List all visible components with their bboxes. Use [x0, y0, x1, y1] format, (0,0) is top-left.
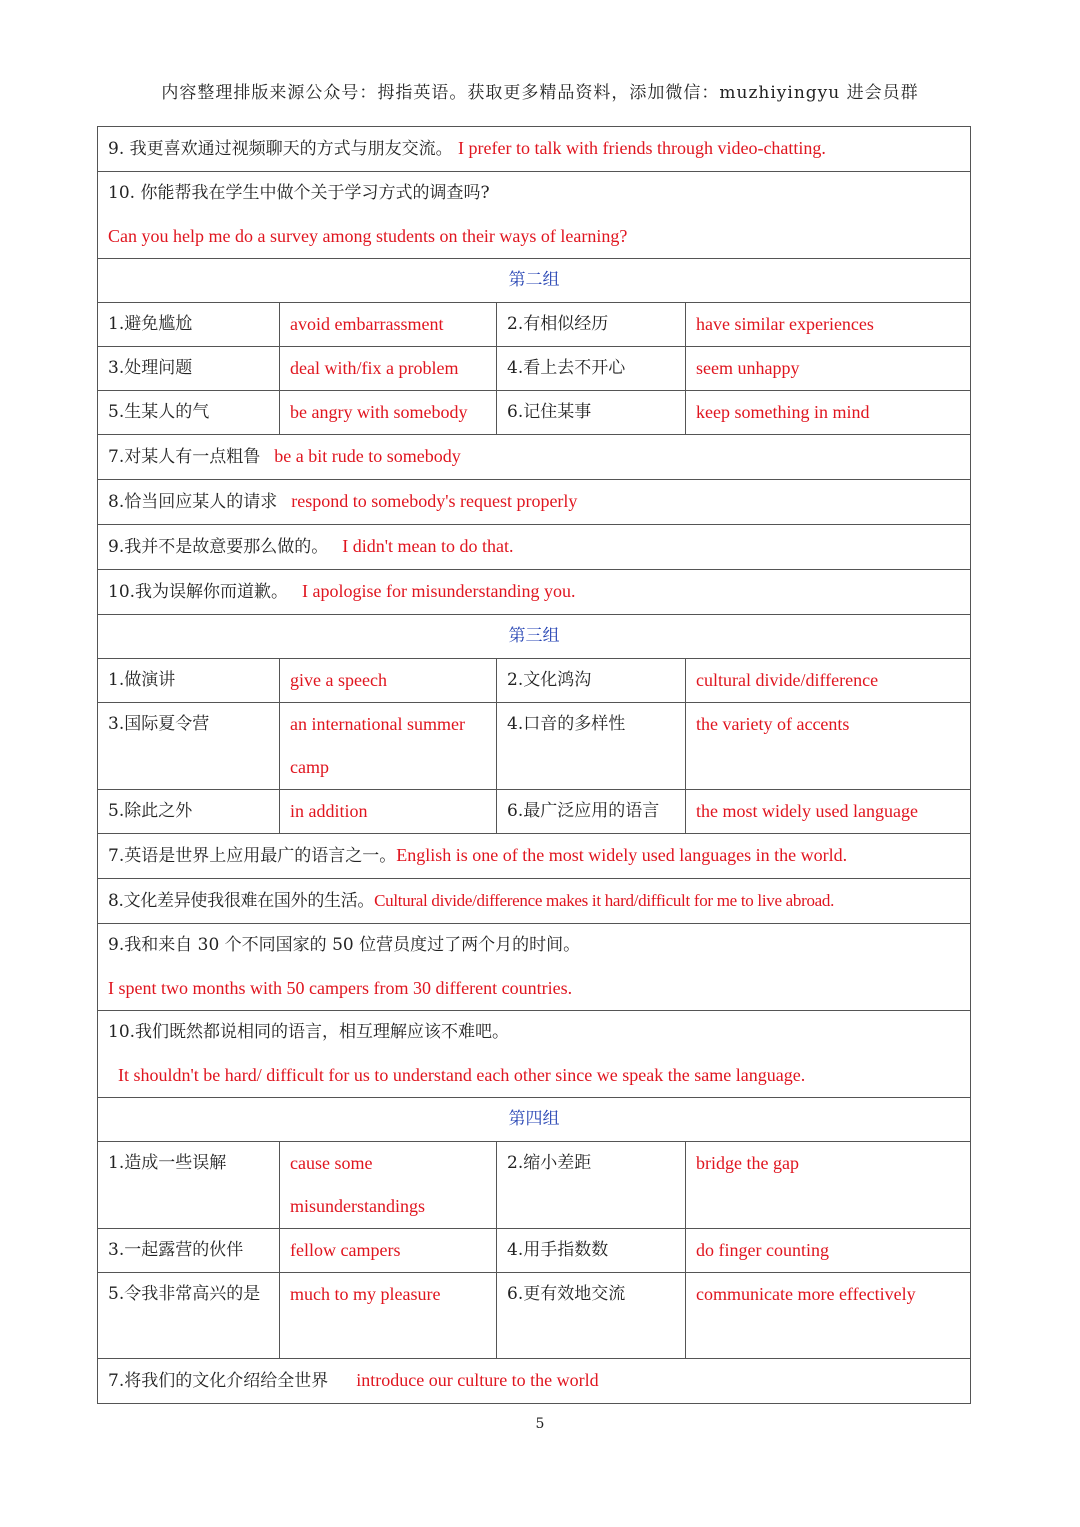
sentence-cell: [98, 172, 971, 259]
sentence-cell: [98, 1359, 971, 1404]
chinese-text: 8.恰当回应某人的请求: [108, 492, 278, 512]
table-row: [98, 790, 971, 834]
chinese-text: 9.我并不是故意要那么做的。: [108, 537, 329, 557]
table-row: [98, 570, 971, 615]
sentence-cell: [98, 525, 971, 570]
chinese-phrase: 4.看上去不开心: [497, 347, 686, 391]
english-phrase: cultural divide/difference: [686, 659, 971, 703]
english-phrase: communicate more effectively: [686, 1273, 971, 1359]
english-phrase: much to my pleasure: [280, 1273, 497, 1359]
table-row: [98, 703, 971, 790]
chinese-phrase: 4.口音的多样性: [497, 703, 686, 790]
english-text: It shouldn't be hard/ difficult for us to understand each other since we speak the same language.: [118, 1065, 806, 1085]
english-phrase: keep something in mind: [686, 391, 971, 435]
chinese-text: 9. 我更喜欢通过视频聊天的方式与朋友交流。: [108, 139, 453, 159]
sentence-cell: [98, 924, 971, 1011]
english-phrase: bridge the gap: [686, 1142, 971, 1229]
table-row: [98, 347, 971, 391]
chinese-phrase: 6.记住某事: [497, 391, 686, 435]
chinese-text: 10. 你能帮我在学生中做个关于学习方式的调查吗?: [108, 183, 490, 203]
table-row: [98, 525, 971, 570]
chinese-phrase: 2.缩小差距: [497, 1142, 686, 1229]
table-row: [98, 1359, 971, 1404]
chinese-text: 8.文化差异使我很难在国外的生活。: [108, 891, 375, 911]
english-phrase: have similar experiences: [686, 303, 971, 347]
chinese-text: 10.我们既然都说相同的语言，相互理解应该不难吧。: [108, 1022, 510, 1042]
table-row: [98, 1273, 971, 1359]
chinese-phrase: 3.国际夏令营: [98, 703, 280, 790]
section-header-row: [98, 1098, 971, 1142]
english-phrase: deal with/fix a problem: [280, 347, 497, 391]
table-row: [98, 924, 971, 1011]
chinese-text: 9.我和来自 30 个不同国家的 50 位营员度过了两个月的时间。: [108, 935, 581, 955]
section-header-row: [98, 615, 971, 659]
table-row: [98, 1011, 971, 1098]
table-row: [98, 480, 971, 525]
chinese-phrase: 4.用手指数数: [497, 1229, 686, 1273]
table-row: [98, 1142, 971, 1229]
english-text: respond to somebody's request properly: [291, 491, 578, 511]
sentence-cell: [98, 1011, 971, 1098]
table-row: [98, 303, 971, 347]
chinese-phrase: 5.生某人的气: [98, 391, 280, 435]
page-number: 5: [535, 1416, 545, 1432]
chinese-phrase: 2.文化鸿沟: [497, 659, 686, 703]
english-phrase: seem unhappy: [686, 347, 971, 391]
chinese-phrase: 1.做演讲: [98, 659, 280, 703]
table-row: [98, 172, 971, 259]
sentence-cell: [98, 480, 971, 525]
section-title: 第四组: [98, 1098, 971, 1142]
chinese-phrase: 2.有相似经历: [497, 303, 686, 347]
table-row: [98, 834, 971, 879]
chinese-phrase: 6.最广泛应用的语言: [497, 790, 686, 834]
table-row: [98, 1229, 971, 1273]
table-row: [98, 879, 971, 924]
chinese-text: 7.将我们的文化介绍给全世界: [108, 1371, 329, 1391]
table-row: [98, 659, 971, 703]
english-text: introduce our culture to the world: [356, 1370, 599, 1390]
english-phrase: be angry with somebody: [280, 391, 497, 435]
english-phrase: fellow campers: [280, 1229, 497, 1273]
english-text: I spent two months with 50 campers from 30 different countries.: [108, 978, 573, 998]
english-text: English is one of the most widely used languages in the world.: [396, 845, 848, 865]
chinese-text: 7.对某人有一点粗鲁: [108, 447, 261, 467]
chinese-phrase: 1.避免尴尬: [98, 303, 280, 347]
english-text: I didn't mean to do that.: [342, 536, 514, 556]
chinese-phrase: 6.更有效地交流: [497, 1273, 686, 1359]
english-text: Cultural divide/difference makes it hard/difficult for me to live abroad.: [374, 891, 835, 910]
sentence-cell: [98, 435, 971, 480]
sentence-cell: [98, 570, 971, 615]
english-phrase: give a speech: [280, 659, 497, 703]
english-phrase: the most widely used language: [686, 790, 971, 834]
english-phrase: in addition: [280, 790, 497, 834]
english-text: I apologise for misunderstanding you.: [302, 581, 576, 601]
page-header: 内容整理排版来源公众号：拇指英语。获取更多精品资料，添加微信：muzhiyingyu 进会员群: [161, 83, 919, 103]
english-text: I prefer to talk with friends through video-chatting.: [458, 138, 826, 158]
vocabulary-table: [97, 126, 971, 1404]
chinese-phrase: 5.除此之外: [98, 790, 280, 834]
chinese-text: 7.英语是世界上应用最广的语言之一。: [108, 846, 397, 866]
table-row: [98, 435, 971, 480]
section-title: 第二组: [98, 259, 971, 303]
english-text: Can you help me do a survey among students on their ways of learning?: [108, 226, 628, 246]
english-phrase: avoid embarrassment: [280, 303, 497, 347]
chinese-phrase: 5.令我非常高兴的是: [98, 1273, 280, 1359]
section-title: 第三组: [98, 615, 971, 659]
english-phrase: the variety of accents: [686, 703, 971, 790]
sentence-cell: [98, 834, 971, 879]
section-header-row: [98, 259, 971, 303]
english-phrase: do finger counting: [686, 1229, 971, 1273]
english-text: be a bit rude to somebody: [274, 446, 461, 466]
chinese-phrase: 3.处理问题: [98, 347, 280, 391]
chinese-phrase: 3.一起露营的伙伴: [98, 1229, 280, 1273]
table-row: [98, 127, 971, 172]
table-row: [98, 391, 971, 435]
sentence-cell: [98, 879, 971, 924]
english-phrase: cause some misunderstandings: [280, 1142, 497, 1229]
chinese-text: 10.我为误解你而道歉。: [108, 582, 289, 602]
sentence-cell: [98, 127, 971, 172]
english-phrase: an international summer camp: [280, 703, 497, 790]
chinese-phrase: 1.造成一些误解: [98, 1142, 280, 1229]
